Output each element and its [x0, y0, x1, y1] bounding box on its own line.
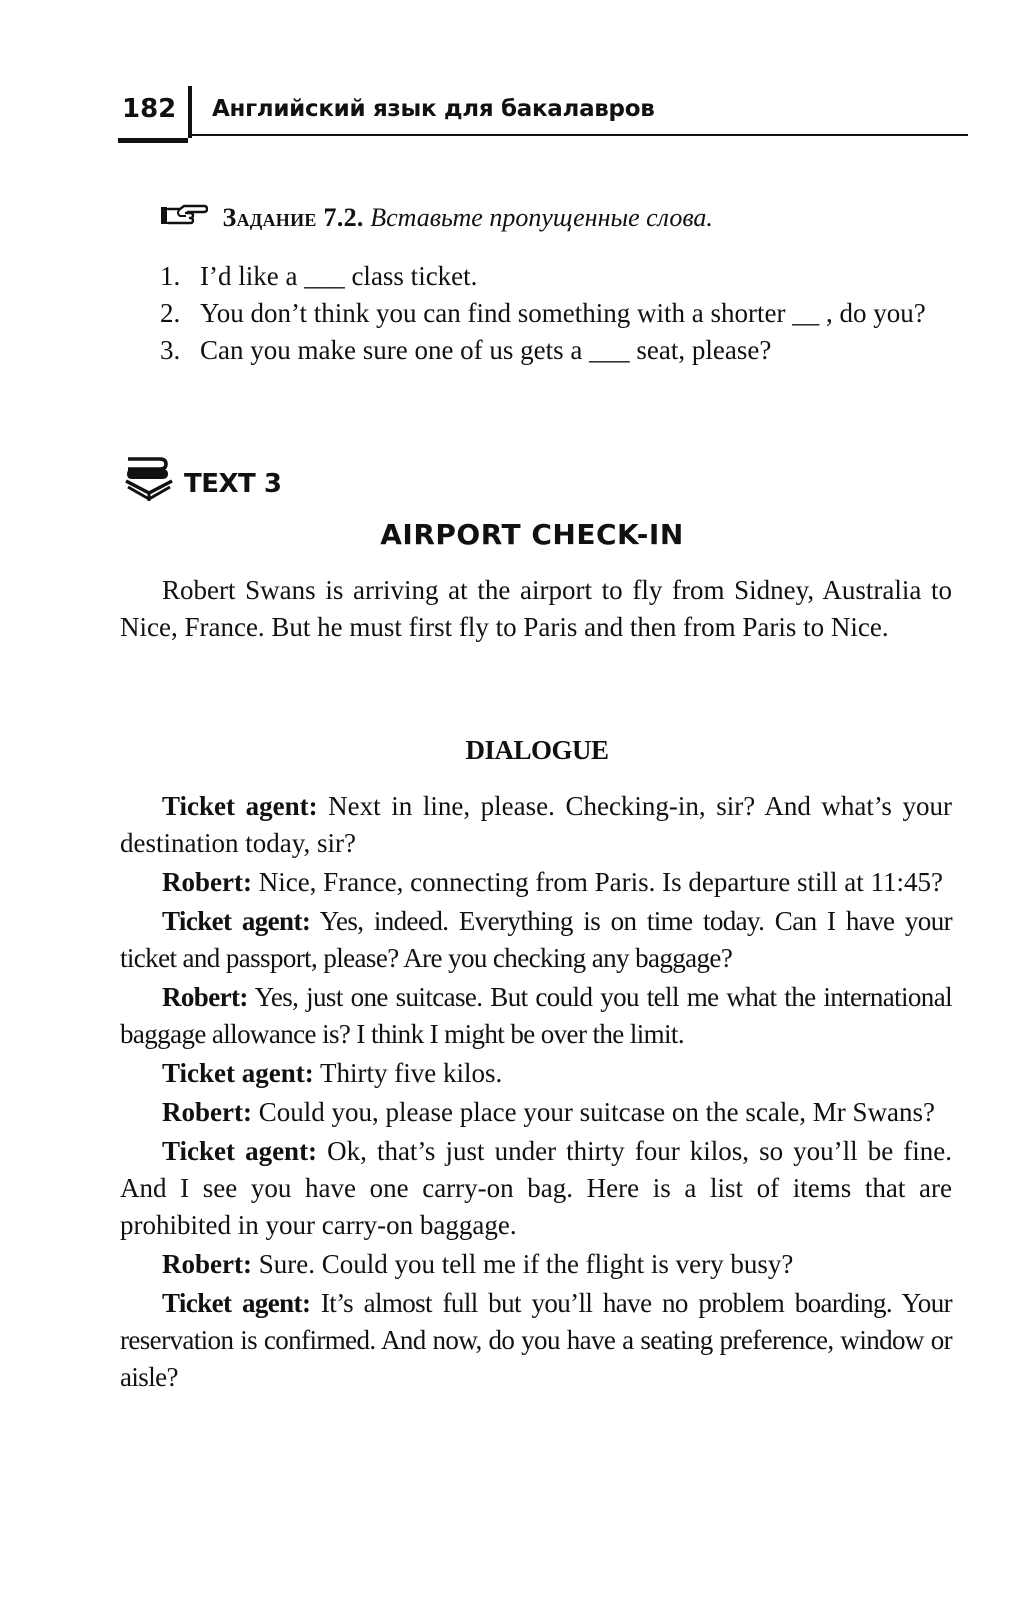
speaker-name: Ticket agent: — [162, 1136, 318, 1166]
dialogue-line — [120, 979, 952, 1053]
utterance: Ok, that’s just under thirty four kilos, so you’ll be fine. And I see you have one carry-on bag. Here is a list of items that are prohibited in your carry-on baggage. — [120, 1136, 953, 1240]
dialogue-line — [120, 1094, 952, 1131]
item-text: Can you make sure one of us gets a ___ seat, please? — [200, 335, 772, 365]
exercise-list — [160, 258, 960, 369]
speaker-name: Robert: — [162, 1249, 252, 1279]
pointing-hand-icon — [160, 204, 208, 228]
dialogue-line — [120, 788, 952, 862]
header-rule-thick — [118, 138, 188, 143]
speaker-name: Ticket agent: — [162, 1058, 314, 1088]
dialogue-line — [120, 1246, 952, 1283]
running-header — [118, 86, 968, 140]
article-title: AIRPORT CHECK-IN — [380, 518, 684, 551]
text-label: TEXT 3 — [184, 469, 282, 499]
item-text: I’d like a ___ class ticket. — [200, 261, 478, 291]
item-text: You don’t think you can find something with a shorter __ , do you? — [200, 298, 926, 328]
utterance: Could you, please place your suitcase on the scale, Mr Swans? — [251, 1097, 936, 1127]
speaker-name: Robert: — [162, 867, 252, 897]
book-title: Английский язык для бакалавров — [212, 96, 655, 122]
speaker-name: Ticket agent: — [162, 791, 318, 821]
item-number: 2. — [160, 298, 181, 328]
utterance: Thirty five kilos. — [313, 1058, 503, 1088]
utterance: Yes, indeed. Everything is on time today. Can I have your ticket and passport, please? Are you checking any baggage? — [120, 906, 952, 973]
item-number: 3. — [160, 335, 181, 365]
header-rule — [188, 134, 968, 136]
intro-paragraph: Robert Swans is arriving at the airport to fly from Sidney, Australia to Nice, France. But he must first fly to Paris and then from Paris to Nice. — [120, 575, 952, 642]
speaker-name: Ticket agent: — [162, 1288, 311, 1318]
dialogue-line — [120, 1055, 952, 1092]
item-number: 1. — [160, 261, 181, 291]
dialogue — [120, 788, 952, 1398]
utterance: Sure. Could you tell me if the flight is very busy? — [251, 1249, 794, 1279]
list-item — [160, 295, 960, 332]
task-label: Задание 7.2. — [222, 203, 364, 232]
task-heading — [160, 203, 713, 233]
dialogue-line — [120, 864, 952, 901]
speaker-name: Robert: — [162, 1097, 252, 1127]
dialogue-title: DIALOGUE — [465, 735, 609, 765]
header-divider — [188, 86, 192, 138]
speaker-name: Ticket agent: — [162, 906, 311, 936]
page-number: 182 — [122, 94, 177, 124]
books-icon — [122, 453, 176, 505]
speaker-name: Robert: — [162, 982, 248, 1012]
task-instruction: Вставьте пропущенные слова. — [370, 203, 713, 232]
dialogue-line — [120, 903, 952, 977]
list-item — [160, 258, 960, 295]
utterance: Yes, just one suitcase. But could you tell me what the international baggage allowance is? I think I might be over the limit. — [120, 982, 952, 1049]
list-item — [160, 332, 960, 369]
dialogue-line — [120, 1285, 952, 1396]
dialogue-line — [120, 1133, 952, 1244]
utterance: It’s almost full but you’ll have no problem boarding. Your reservation is confirmed. And now, do you have a seating preference, window or aisle? — [120, 1288, 952, 1392]
utterance: Nice, France, connecting from Paris. Is departure still at 11:45? — [251, 867, 943, 897]
utterance: Next in line, please. Checking-in, sir? And what’s your destination today, sir? — [120, 791, 952, 858]
